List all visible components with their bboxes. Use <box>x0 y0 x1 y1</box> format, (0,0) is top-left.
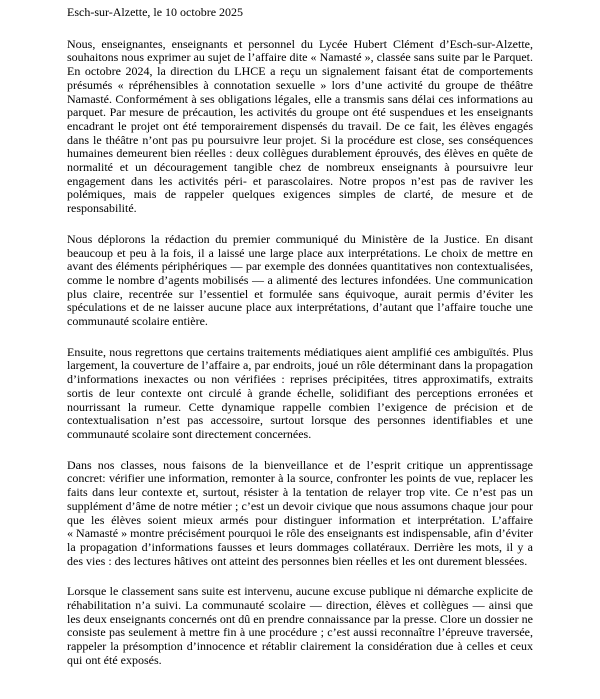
paragraph-esprit-critique: Dans nos classes, nous faisons de la bienveillance et de l’esprit critique un apprentissage concret: vérifier une information, remonter à la source, confronter les points de vue, replacer les faits dans leur contexte et, surtout, résister à la tentation de relayer trop vite. Ce n’est pas un supplément d’âme de notre métier ; c’est un devoir civique que nous assumons chaque jour pour que les élèves soient mieux armés pour distinguer information et interprétation. L’affaire « Namasté » montre précisément pourquoi le rôle des enseignants est indispensable, afin d’éviter la propagation d’informations fausses et leurs dommages collatéraux. Derrière les mots, il y a des vies : des lectures hâtives ont atteint des personnes bien réelles et les ont durement blessées. <box>67 457 533 568</box>
paragraph-communique-ministere: Nous déplorons la rédaction du premier communiqué du Ministère de la Justice. En disant beaucoup et peu à la fois, il a laissé une large place aux interprétations. Le choix de mettre en avant des éléments périphériques — par exemple des données quantitatives non contextualisées, comme le nombre d’agents mobilisés — a alimenté des lectures infondées. Une communication plus claire, recentrée sur l’essentiel et formulée sans équivoque, aurait permis d’éviter les spéculations et de ne laisser aucune place aux interprétations, d’autant que l’affaire touche une communauté scolaire entière. <box>67 231 533 329</box>
paragraph-context-affaire: Nous, enseignantes, enseignants et personnel du Lycée Hubert Clément d’Esch-sur-Alzette, souhaitons nous exprimer au sujet de l’affaire dite « Namasté », classée sans suite par le Parquet. En octobre 2024, la direction du LHCE a reçu un signalement faisant état de comportements présumés « répréhensibles à connotation sexuelle » lors d’une activité du groupe de théâtre Namasté. Conformément à ses obligations légales, elle a transmis sans délai ces informations au parquet. Par mesure de précaution, les activités du groupe ont été suspendues et les enseignants encadrant le projet ont été temporairement dispensés du travail. De ce fait, les élèves engagés dans le théâtre n’ont pas pu poursuivre leur projet. Si la procédure est close, ses conséquences humaines demeurent bien réelles : deux collègues durablement éprouvés, des élèves en quête de normalité et un découragement tangible chez de nombreux enseignants à poursuivre leur engagement dans les activités péri- et parascolaires. Notre propos n’est pas de raviver les polémiques, mais de rappeler quelques exigences simples de clarté, de mesure et de responsabilité. <box>67 36 533 216</box>
paragraph-classement-sans-suite: Lorsque le classement sans suite est intervenu, aucune excuse publique ni démarche explicite de réhabilitation n’a suivi. La communauté scolaire — direction, élèves et collègues — ainsi que les deux enseignants concernés ont dû en prendre connaissance par la presse. Clore un dossier ne consiste pas seulement à mettre fin à une procédure ; c’est aussi reconnaître l’épreuve traversée, rappeler la présomption d’innocence et rétablir clairement la considération due à celles et ceux qui ont été exposés. <box>67 584 533 667</box>
dateline: Esch-sur-Alzette, le 10 octobre 2025 <box>67 5 244 19</box>
paragraph-traitements-mediatiques: Ensuite, nous regrettons que certains traitements médiatiques aient amplifié ces ambiguïtés. Plus largement, la couverture de l’affaire a, par endroits, joué un rôle déterminant dans la propagation d’informations inexactes ou non vérifiées : reprises précipitées, titres approximatifs, extraits sortis de leur contexte ont circulé à grande échelle, solidifiant des perceptions erronées et nourrissant la rumeur. Cette dynamique rappelle combien l’exigence de précision et de contextualisation n’est pas accessoire, surtout lorsque des personnes identifiables et une communauté scolaire sont directement concernées. <box>67 344 533 441</box>
